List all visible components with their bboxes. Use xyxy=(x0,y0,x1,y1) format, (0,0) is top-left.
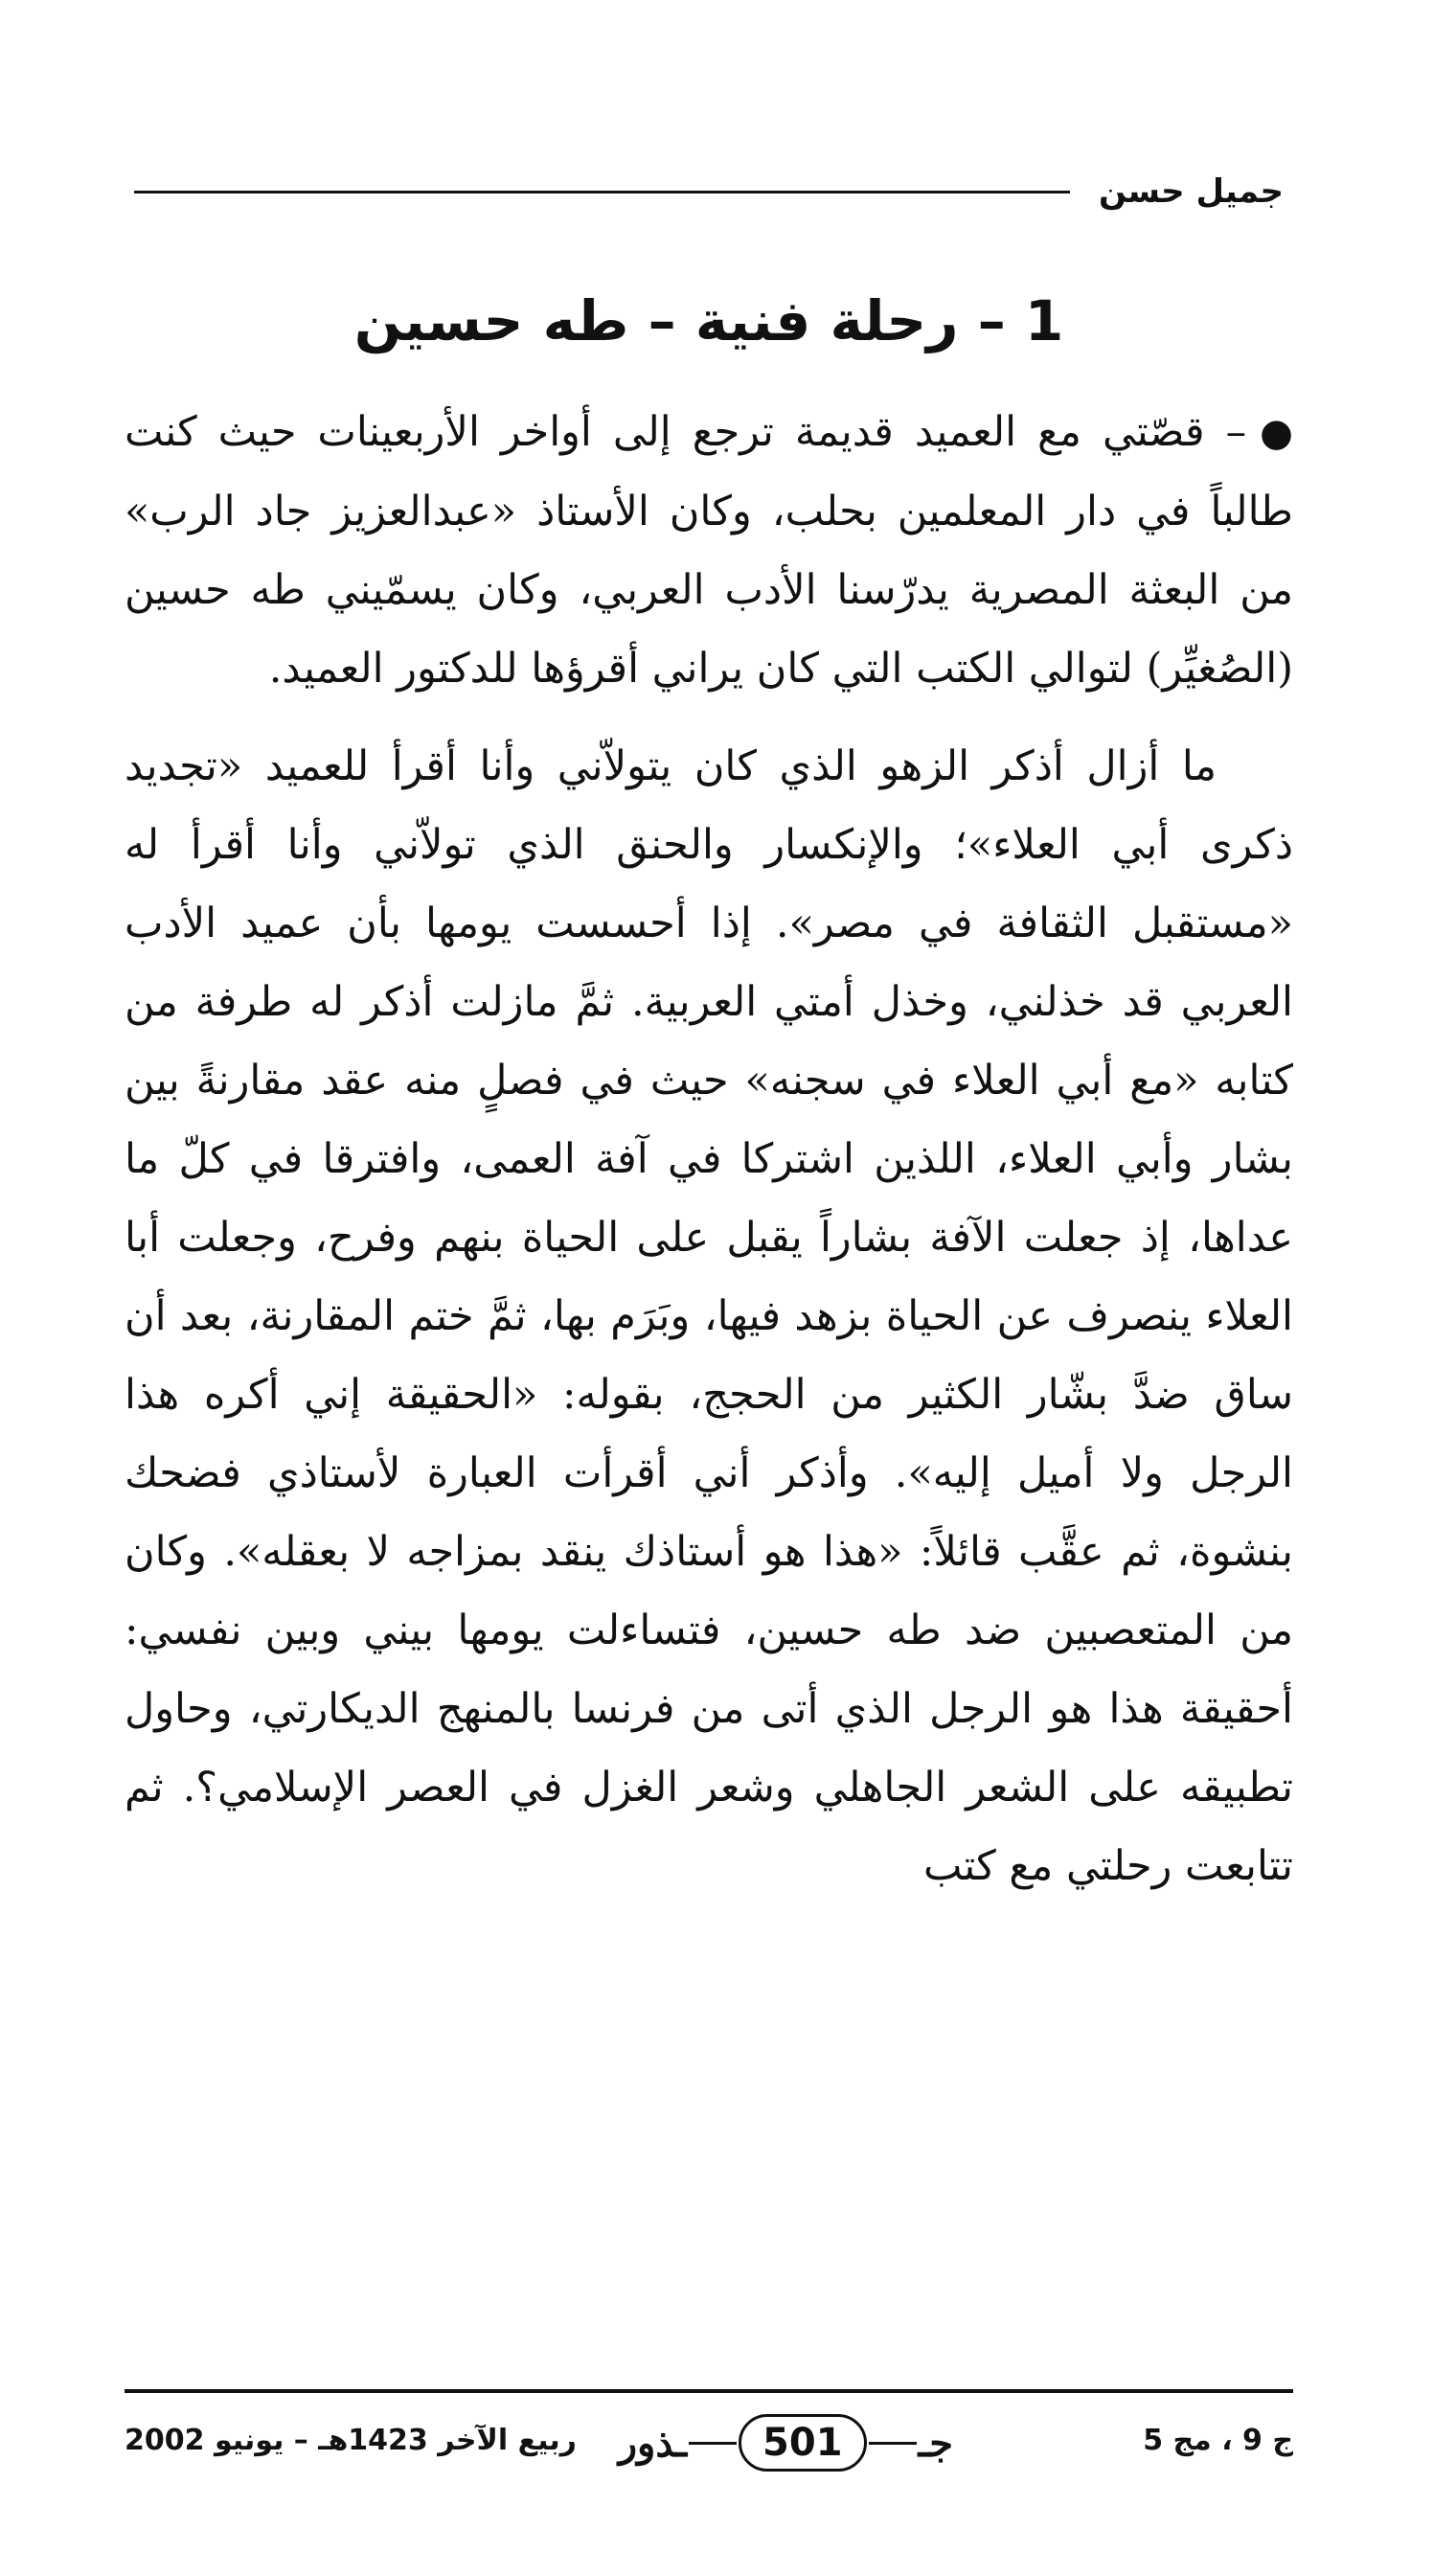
footer-journal-name xyxy=(619,2414,953,2472)
footer-rule xyxy=(125,2389,1293,2393)
footer-volume: ج 9 ، مج 5 xyxy=(1143,2424,1293,2457)
footer-journal-name-end: ـذور xyxy=(618,2420,688,2466)
running-header-rule xyxy=(134,191,1070,194)
page-footer xyxy=(125,2406,1293,2493)
footer-journal-line-right xyxy=(869,2442,917,2445)
chapter-title: 1 – رحلة فنية – طه حسين xyxy=(353,288,1064,353)
footer-journal-name-start: جـ xyxy=(918,2420,953,2466)
paragraph-1-text: – قصّتي مع العميد قديمة ترجع إلى أواخر الأربعينات حيث كنت طالباً في دار المعلمين بحلب، وكان الأستاذ «عبدالعزيز جاد الرب» من البعثة المصرية يدرّسنا الأدب العربي، وكان يسمّيني طه حسين (الصُغيِّر) لتوالي الكتب التي كان يراني أقرؤها للدكتور العميد. xyxy=(125,408,1293,693)
page-number: 501 xyxy=(739,2414,867,2472)
footer-date: ربيع الآخر 1423هـ – يونيو 2002 xyxy=(125,2424,577,2457)
footer-journal-line-left xyxy=(689,2442,737,2445)
paragraph-2: ما أزال أذكر الزهو الذي كان يتولاّني وأنا أقرأ للعميد «تجديد ذكرى أبي العلاء»؛ والإنكسار والحنق الذي تولاّني وأنا أقرأ له «مستقبل الثقافة في مصر». إذا أحسست يومها بأن عميد الأدب العربي قد خذلني، وخذل أمتي العربية. ثمَّ مازلت أذكر له طرفة من كتابه «مع أبي العلاء في سجنه» حيث في فصلٍ منه عقد مقارنةً بين بشار وأبي العلاء، اللذين اشتركا في آفة العمى، وافترقا في كلّ ما عداها، إذ جعلت الآفة بشاراً يقبل على الحياة بنهم وفرح، وجعلت أبا العلاء ينصرف عن الحياة بزهد فيها، وبَرَم بها، ثمَّ ختم المقارنة، بعد أن ساق ضدَّ بشّار الكثير من الحجج، بقوله: «الحقيقة إني أكره هذا الرجل ولا أميل إليه». وأذكر أني أقرأت العبارة لأستاذي فضحك بنشوة، ثم عقَّب قائلاً: «هذا هو أستاذك ينقد بمزاجه لا بعقله». وكان من المتعصبين ضد طه حسين، فتساءلت يومها بيني وبين نفسي: أحقيقة هذا هو الرجل الذي أتى من فرنسا بالمنهج الديكارتي، وحاول تطبيقه على الشعر الجاهلي وشعر الغزل في العصر الإسلامي؟. ثم تتابعت رحلتي مع كتب xyxy=(125,742,1293,1890)
paragraph-1 xyxy=(125,393,1293,708)
running-header xyxy=(134,163,1284,220)
running-header-author: جميل حسن xyxy=(1098,172,1284,211)
bullet-icon: ● xyxy=(1260,411,1293,455)
body-text xyxy=(125,393,1293,1925)
